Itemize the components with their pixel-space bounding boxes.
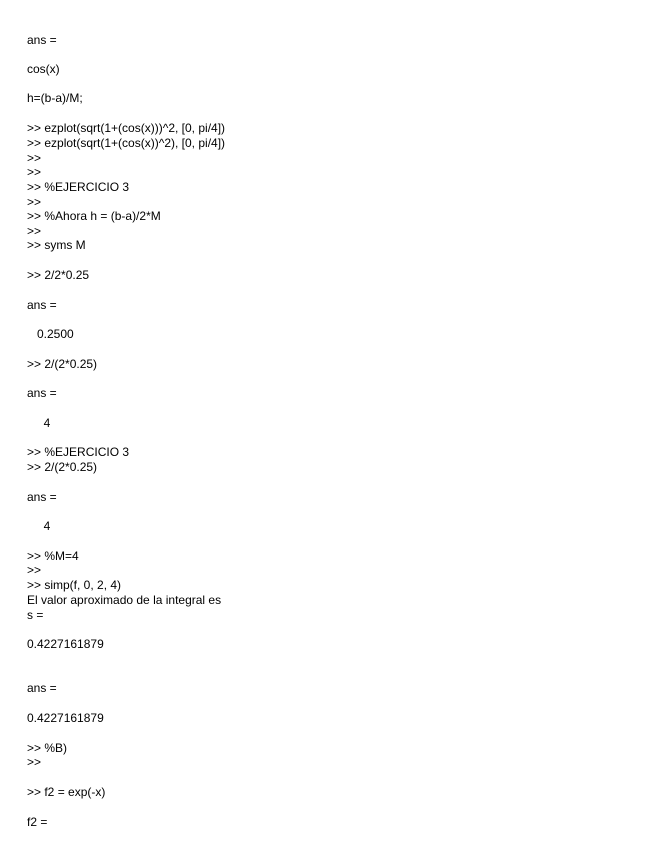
command-line: >> 2/(2*0.25) bbox=[27, 460, 98, 474]
output-label: f2 = bbox=[27, 815, 48, 829]
command-line: >> simp(f, 0, 2, 4) bbox=[27, 578, 122, 592]
prompt-line: >> bbox=[27, 224, 42, 238]
output-value: 0.2500 bbox=[27, 327, 74, 341]
command-line: >> %EJERCICIO 3 bbox=[27, 180, 130, 194]
prompt-line: >> bbox=[27, 165, 42, 179]
output-label: ans = bbox=[27, 298, 57, 312]
command-line: >> %M=4 bbox=[27, 549, 79, 563]
output-value: 0.4227161879 bbox=[27, 637, 104, 651]
output-label: ans = bbox=[27, 681, 57, 695]
output-value: 4 bbox=[27, 416, 51, 430]
command-line: >> ezplot(sqrt(1+(cos(x)))^2, [0, pi/4]) bbox=[27, 121, 226, 135]
command-line: >> syms M bbox=[27, 238, 86, 252]
output-label: s = bbox=[27, 608, 44, 622]
command-line: >> %EJERCICIO 3 bbox=[27, 445, 130, 459]
prompt-line: >> bbox=[27, 563, 42, 577]
code-line: h=(b-a)/M; bbox=[27, 91, 83, 105]
output-label: ans = bbox=[27, 33, 57, 47]
output-value: cos(x) bbox=[27, 62, 60, 76]
output-label: ans = bbox=[27, 490, 57, 504]
output-message: El valor aproximado de la integral es bbox=[27, 593, 222, 607]
command-line: >> %Ahora h = (b-a)/2*M bbox=[27, 209, 161, 223]
command-line: >> ezplot(sqrt(1+(cos(x))^2), [0, pi/4]) bbox=[27, 136, 226, 150]
prompt-line: >> bbox=[27, 195, 42, 209]
command-line: >> 2/2*0.25 bbox=[27, 268, 90, 282]
prompt-line: >> bbox=[27, 151, 42, 165]
output-label: ans = bbox=[27, 386, 57, 400]
prompt-line: >> bbox=[27, 755, 42, 769]
output-value: 0.4227161879 bbox=[27, 711, 104, 725]
command-line: >> 2/(2*0.25) bbox=[27, 357, 98, 371]
output-value: 4 bbox=[27, 519, 51, 533]
command-line: >> %B) bbox=[27, 741, 68, 755]
command-line: >> f2 = exp(-x) bbox=[27, 785, 106, 799]
